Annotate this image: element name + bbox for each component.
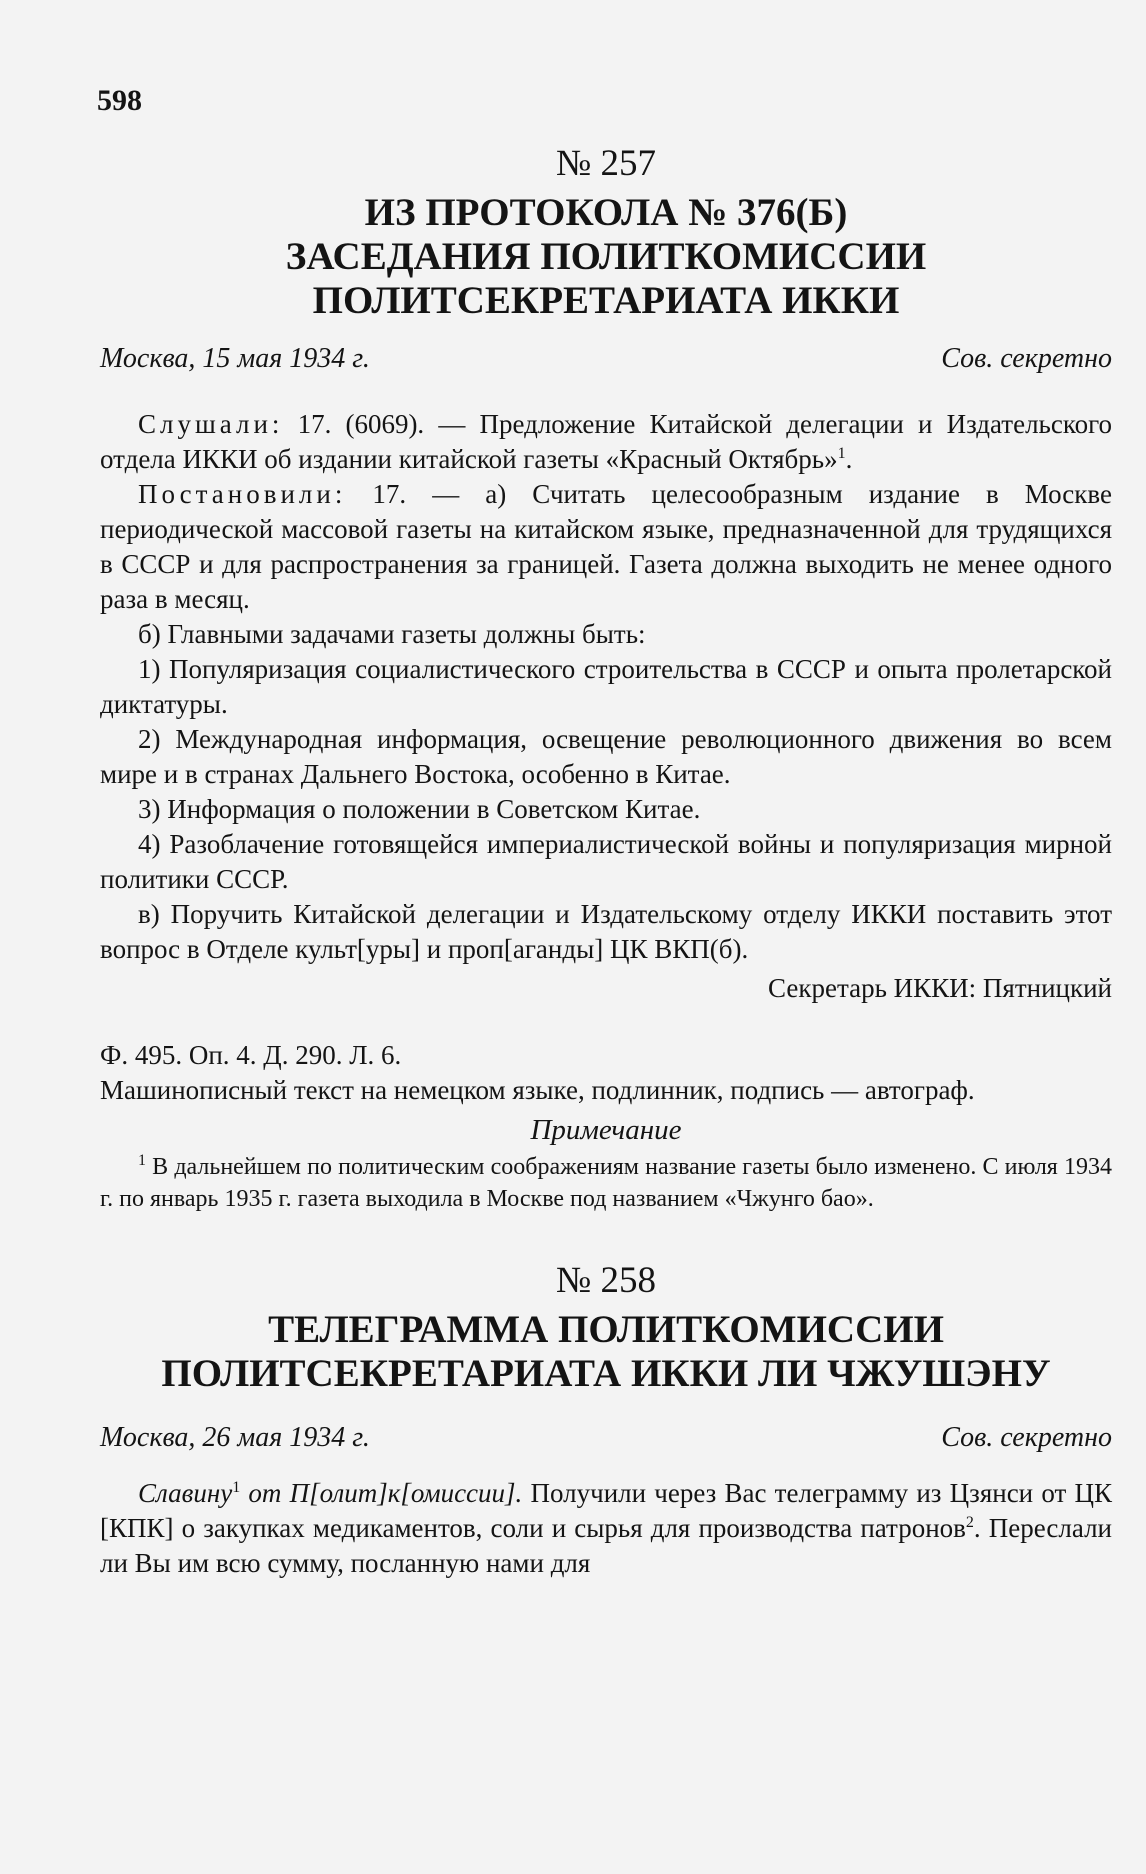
- decision-item: б) Главными задачами газеты должны быть:: [138, 619, 646, 649]
- doc-258-number: № 258: [555, 1260, 657, 1301]
- archive-reference: Ф. 495. Оп. 4. Д. 290. Л. 6.: [100, 1040, 402, 1070]
- decision-item: 3) Информация о положении в Советском Китае.: [138, 794, 701, 824]
- footnote-text: $^1$ В дальнейшем по политическим соображениям название газеты было изменено. С июля 1934 г. по январь 1935 г. газета выходила в Москве под названием «Чжунго бао».: [100, 1152, 1112, 1212]
- doc-257-classification: Сов. секретно: [941, 343, 1112, 374]
- sender: от П[олит]к[омиссии].: [240, 1478, 523, 1508]
- heard-text: 17. (6069). — Предложение Китайской делегации и Издательского отдела ИККИ об издании китайской газеты «Красный Октябрь»: [100, 409, 1112, 474]
- doc-258-title: [100, 1308, 1112, 1396]
- doc-257-number: № 257: [555, 143, 657, 184]
- footnote-marker: 1: [837, 445, 846, 462]
- heard-label: Слушали:: [138, 409, 284, 439]
- doc-258-title-line: ТЕЛЕГРАММА ПОЛИТКОМИССИИ: [268, 1308, 944, 1351]
- decision-item: 1) Популяризация социалистического строительства в СССР и опыта пролетарской диктатуры.: [100, 654, 1112, 719]
- telegram-body: Славину$^1$ от П[олит]к[омиссии]. Получили через Вас телеграмму из Цзянси от ЦК [КПК] о закупках медикаментов, соли и сырья для производства патронов$^2$. Переслали ли Вы им всю сумму, посланную нами для: [100, 1478, 1112, 1578]
- decision-item: 2) Международная информация, освещение революционного движения во всем мире и в странах Дальнего Востока, особенно в Китае.: [100, 724, 1112, 789]
- doc-258-place-date: Москва, 26 мая 1934 г.: [100, 1422, 370, 1453]
- doc-257-title-line: ИЗ ПРОТОКОЛА № 376(Б): [364, 191, 848, 234]
- note-heading: Примечание: [530, 1114, 682, 1146]
- doc-257-meta: [100, 343, 1112, 375]
- doc-257-title-line: ПОЛИТСЕКРЕТАРИАТА ИККИ: [312, 279, 900, 322]
- footnote-marker: 2: [965, 1514, 974, 1531]
- decided-label: Постановили:: [138, 479, 347, 509]
- doc-258-meta: [100, 1422, 1112, 1454]
- page-content: [100, 142, 1112, 1581]
- doc-257-title: [100, 191, 1112, 323]
- doc-257-title-line: ЗАСЕДАНИЯ ПОЛИТКОМИССИИ: [285, 235, 927, 278]
- footnote-marker: 1: [232, 1479, 241, 1496]
- decided-text: 17. — а) Считать целесообразным издание в Москве периодической массовой газеты на китайском языке, предназначенной для трудящихся в СССР и для распространения за границей. Газета должна выходить не менее одного раза в месяц.: [100, 479, 1112, 614]
- addressee: Славину: [138, 1478, 233, 1508]
- signature: Секретарь ИККИ: Пятницкий: [768, 973, 1112, 1003]
- doc-258-title-line: ПОЛИТСЕКРЕТАРИАТА ИККИ ЛИ ЧЖУШЭНУ: [161, 1352, 1051, 1395]
- decision-item: в) Поручить Китайской делегации и Издательскому отделу ИККИ поставить этот вопрос в Отделе культ[уры] и проп[аганды] ЦК ВКП(б).: [100, 899, 1112, 964]
- footnote-marker: 1: [138, 1152, 146, 1169]
- decision-item: 4) Разоблачение готовящейся империалистической войны и популяризация мирной политики СССР.: [100, 829, 1112, 894]
- page-number: 598: [97, 84, 142, 117]
- archive-note: Машинописный текст на немецком языке, подлинник, подпись — автограф.: [100, 1075, 975, 1105]
- doc-257-place-date: Москва, 15 мая 1934 г.: [100, 343, 370, 374]
- doc-258-classification: Сов. секретно: [941, 1422, 1112, 1453]
- heard-paragraph: Слушали: 17. (6069). — Предложение Китайской делегации и Издательского отдела ИККИ об издании китайской газеты «Красный Октябрь»$^1$.: [100, 409, 1112, 474]
- decided-paragraph: [100, 477, 1112, 617]
